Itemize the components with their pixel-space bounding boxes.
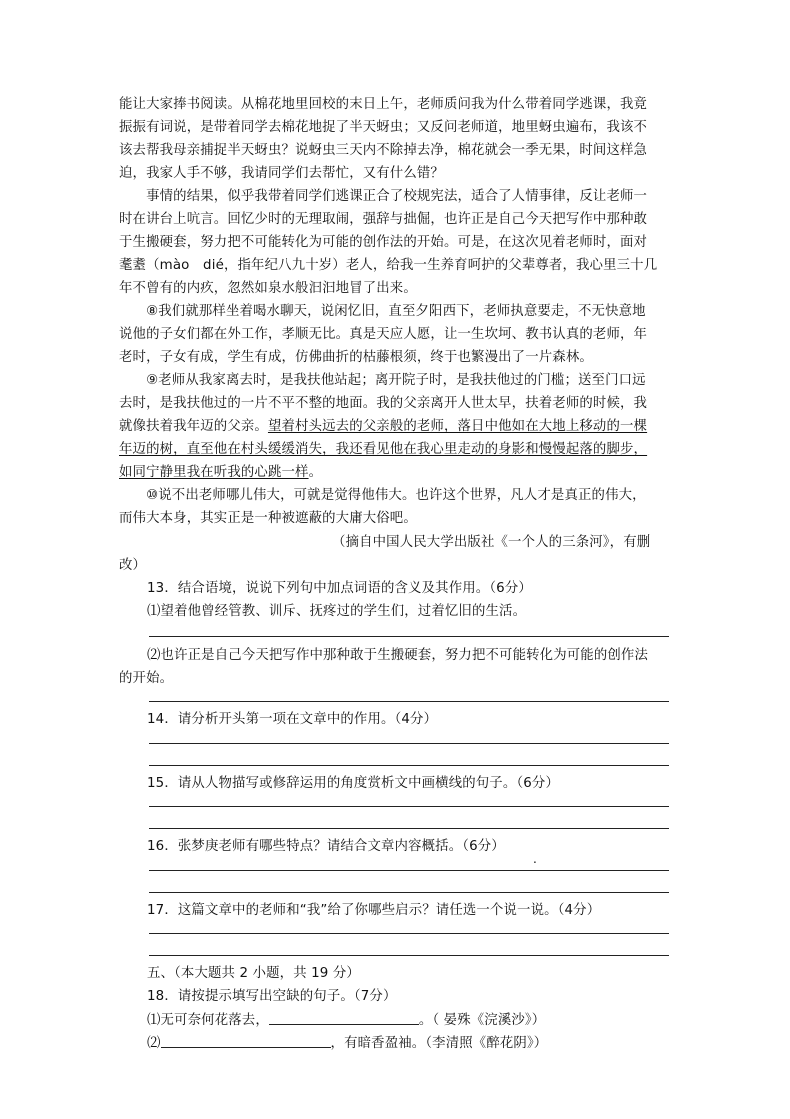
passage-line (119, 464, 322, 482)
passage-line: 时在讲台上吭言。回忆少时的无理取闹，强辞与拙倔，也许正是自己今天把写作中那种敢 (119, 212, 648, 227)
question-16: 16．张梦庚老师有哪些特点？请结合文章内容概括。（6分） (147, 839, 505, 854)
answer-line[interactable] (149, 933, 669, 934)
passage-line: 年不曾有的内疚，忽然如泉水般汩汩地冒了出来。 (119, 281, 417, 296)
question-13-item-2: ⑵也许正是自己今天把写作中那种敢于生搬硬套，努力把不可能转化为可能的创作法 (147, 648, 649, 663)
stray-dot: . (533, 852, 537, 866)
answer-line[interactable] (149, 828, 669, 829)
passage-line: 能让大家捧书阅读。从棉花地里回校的末日上午，老师质问我为什么带着同学逃课，我竟 (119, 97, 648, 112)
underlined-sentence: 如同宁静里我在听我的心跳一样 (119, 465, 309, 480)
answer-line[interactable] (149, 955, 669, 956)
answer-line[interactable] (149, 701, 669, 702)
passage-line: 振振有词说，是带着同学去棉花地捉了半天蚜虫；又反问老师道，地里蚜虫遍布，我该不 (119, 120, 648, 135)
answer-line[interactable] (149, 743, 669, 744)
passage-line: 于生搬硬套，努力把不可能转化为可能的创作法的开始。可是，在这次见着老师时，面对 (119, 235, 648, 250)
question-text: 。（ 晏殊《浣溪沙》） (418, 1013, 546, 1028)
passage-text: 就像扶着我年迈的父亲。 (119, 419, 268, 434)
source-citation: （摘自中国人民大学出版社《一个人的三条河》，有删 (332, 535, 651, 550)
question-18-item-2 (147, 1034, 547, 1053)
passage-line: 耄耋（mào dié，指年纪八九十岁）老人，给我一生养育呵护的父辈尊者，我心里三十几 (119, 258, 658, 273)
passage-text: 。 (308, 465, 323, 480)
fill-blank[interactable] (161, 1034, 331, 1048)
question-18: 18．请按提示填写出空缺的句子。（7分） (147, 989, 397, 1004)
section-5-heading: 五、（本大题共 2 小题，共 19 分） (147, 966, 360, 981)
answer-line[interactable] (149, 870, 669, 871)
question-14: 14．请分析开头第一项在文章中的作用。（4分） (147, 712, 438, 727)
answer-line[interactable] (149, 636, 669, 637)
passage-line (119, 418, 647, 436)
question-text: ⑴无可奈何花落去， (147, 1013, 269, 1028)
underlined-sentence: 望着村头远去的父亲般的老师，落日中他如在大地上移动的一棵 (267, 419, 648, 434)
passage-line: 事情的结果，似乎我带着同学们逃课正合了校规宪法，适合了人情事律，反让老师一 (119, 189, 648, 204)
passage-line: 而伟大本身，其实正是一种被遮蔽的大庸大俗吧。 (119, 511, 417, 526)
question-15: 15．请从人物描写或修辞运用的角度赏析文中画横线的句子。（6分） (147, 776, 559, 791)
question-13-item-1: ⑴望着他曾经管教、训斥、抚疼过的学生们，过着忆旧的生活。 (147, 604, 527, 619)
passage-line: ⑩说不出老师哪儿伟大，可就是觉得他伟大。也许这个世界，凡人才是真正的伟大， (119, 488, 646, 503)
question-17: 17．这篇文章中的老师和“我”给了你哪些启示？请任选一个说一说。（4分） (147, 903, 601, 918)
answer-line[interactable] (149, 892, 669, 893)
answer-line[interactable] (149, 765, 669, 766)
passage-line: ⑨老师从我家离去时，是我扶他站起；离开院子时，是我扶他过的门槛；送至门口远 (119, 373, 646, 388)
question-text: ⑵ (147, 1036, 161, 1051)
passage-line: 老时，子女有成，学生有成，仿佛曲折的枯藤根须，终于也繁漫出了一片森林。 (119, 350, 593, 365)
underlined-sentence: 年迈的树，直至他在村头缓缓消失，我还看见他在我心里走动的身影和慢慢起落的脚步， (119, 442, 648, 457)
source-citation: 改） (119, 558, 147, 573)
passage-line: 迫，我家人手不够，我请同学们去帮忙，又有什么错？ (119, 166, 444, 181)
passage-line: 该去帮我母亲捕捉半天蚜虫？说蚜虫三天内不除掉去净，棉花就会一季无果，时间这样急 (119, 143, 648, 158)
answer-line[interactable] (149, 806, 669, 807)
question-18-item-1 (147, 1011, 545, 1030)
question-13-item-2: 的开始。 (119, 671, 174, 686)
passage-line: 去时，是我扶他过的一片不平不整的地面。我的父亲离开人世太早，扶着老师的时候，我 (119, 396, 648, 411)
fill-blank[interactable] (269, 1011, 419, 1025)
passage-line: 说他的子女们都在外工作，孝顺无比。真是天应人愿，让一生坎坷、教书认真的老师，年 (119, 327, 648, 342)
question-13: 13．结合语境，说说下列句中加点词语的含义及其作用。（6分） (147, 581, 532, 596)
passage-line: ⑧我们就那样坐着喝水聊天，说闲忆旧，直至夕阳西下，老师执意要走，不无快意地 (119, 304, 646, 319)
question-text: ，有暗香盈袖。（李清照《醉花阴》） (330, 1036, 548, 1051)
